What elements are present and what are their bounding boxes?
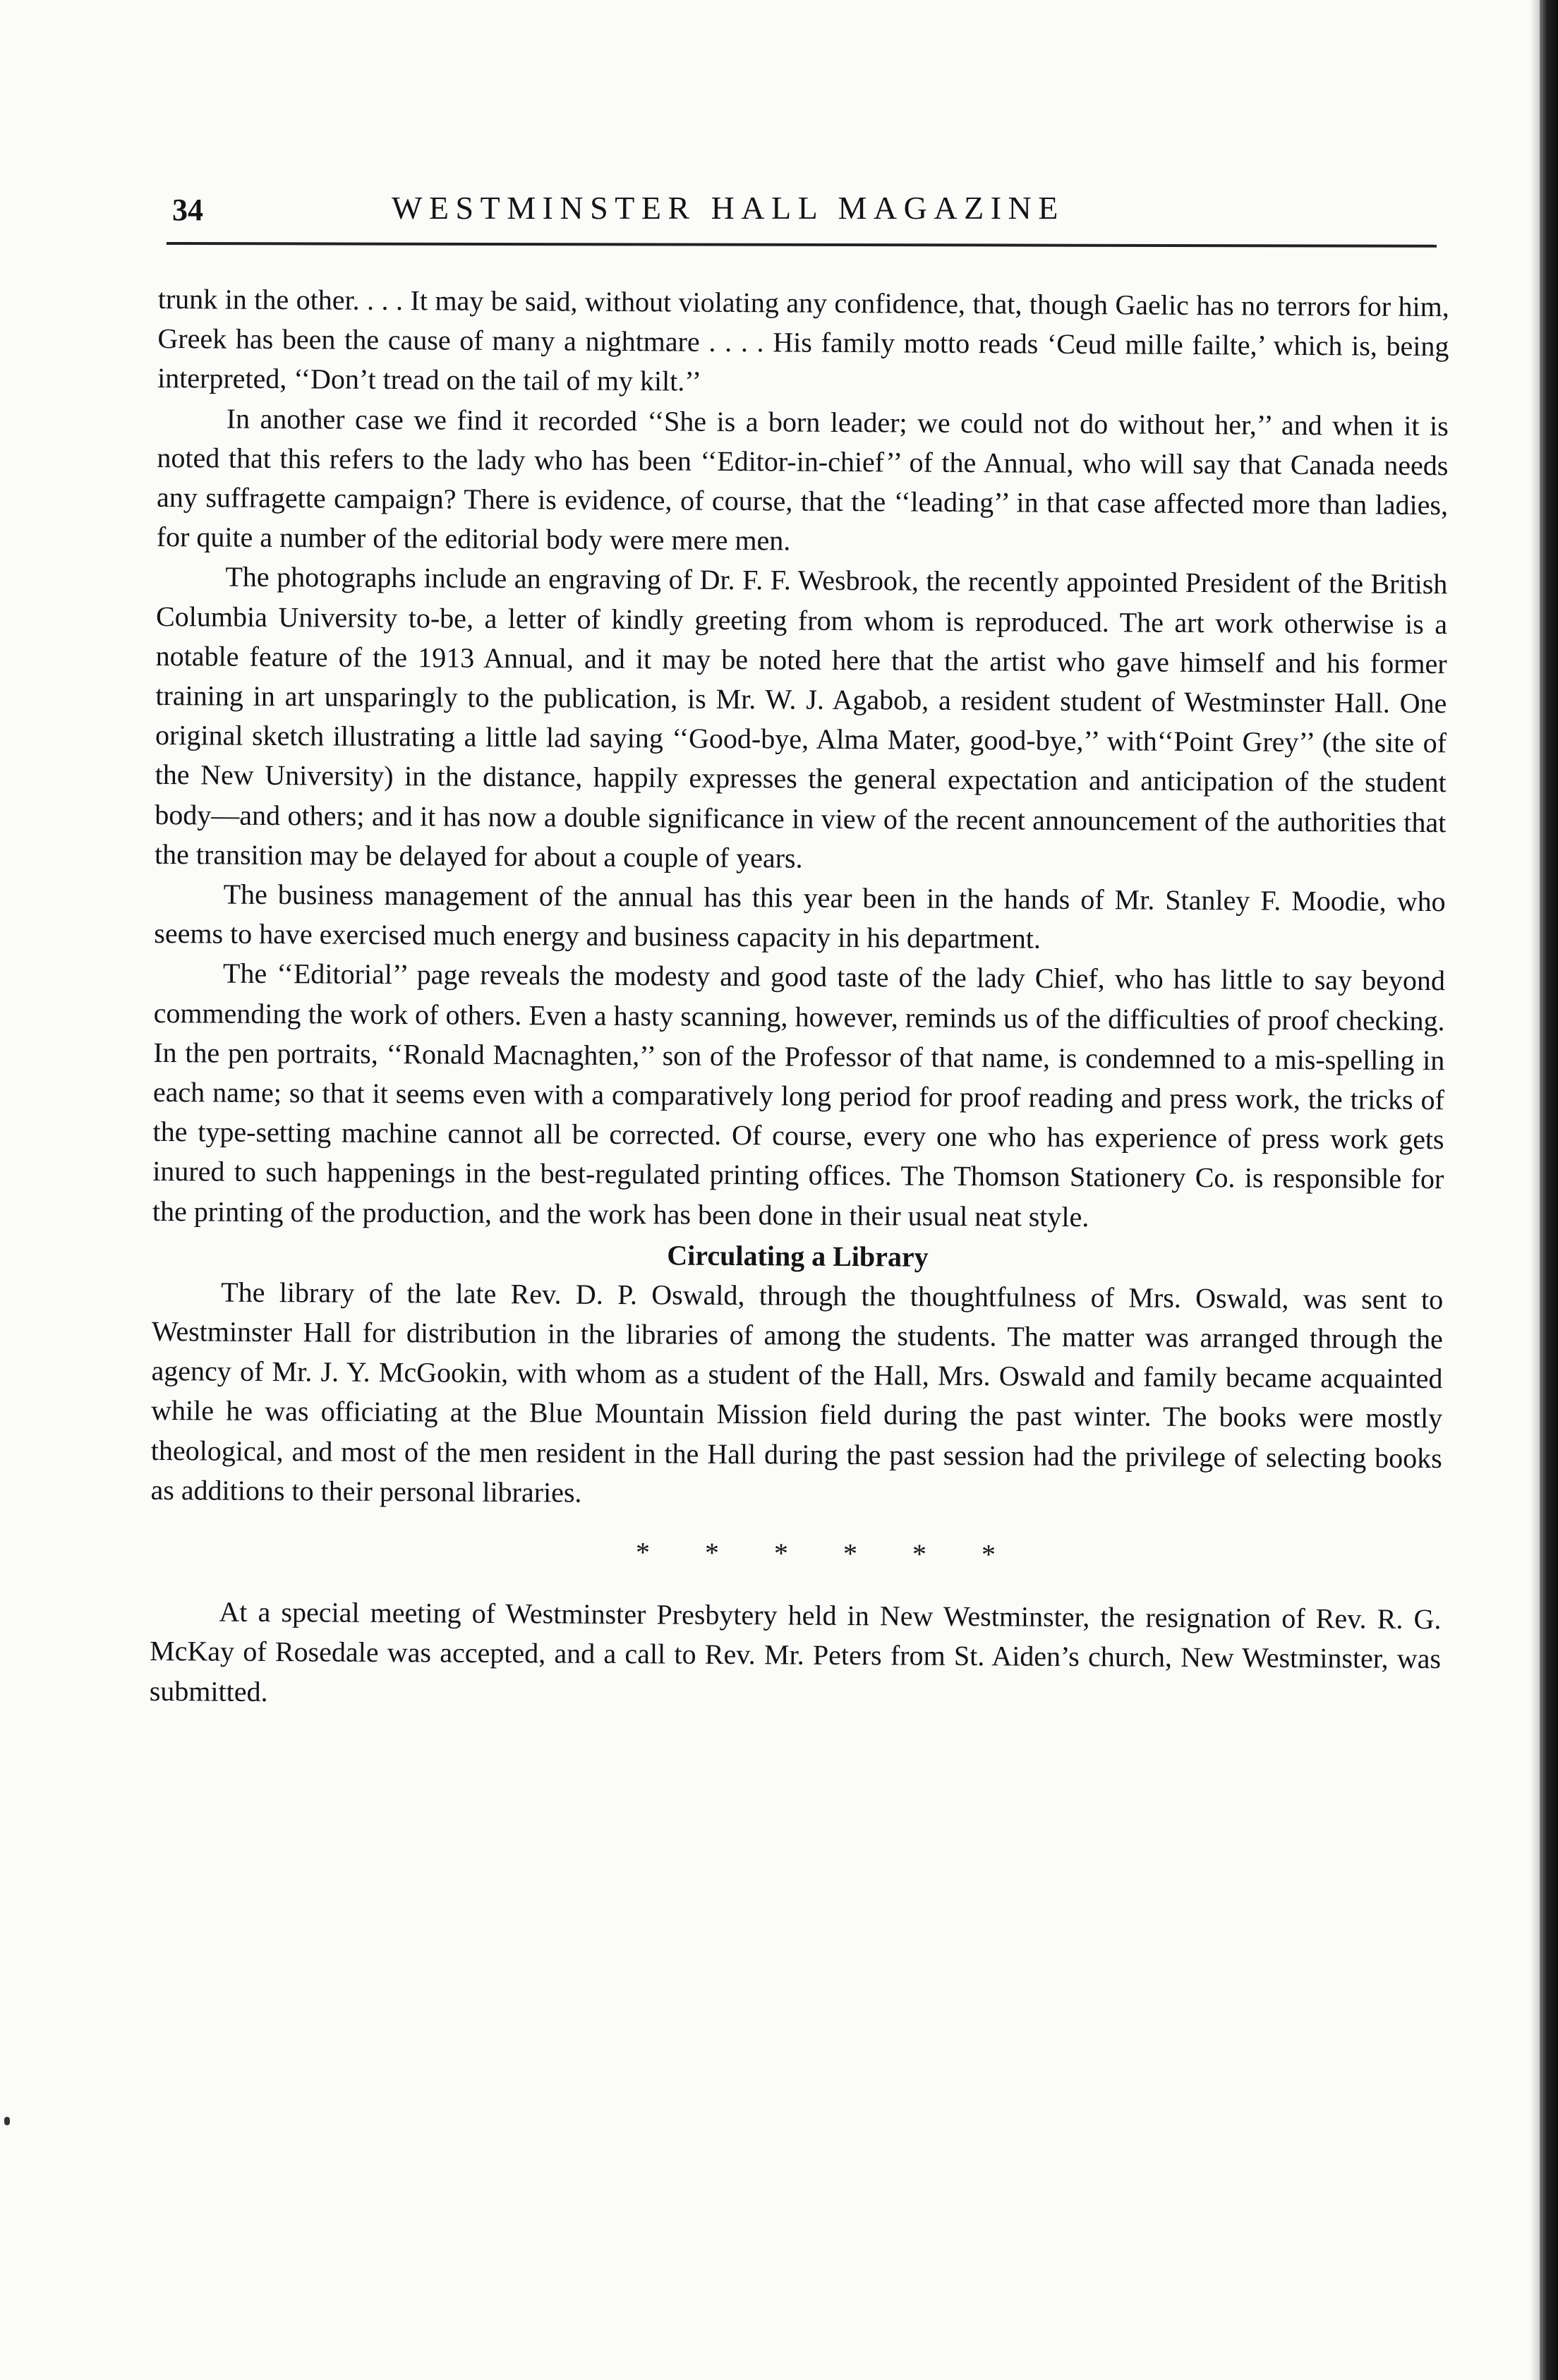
header-rule: [167, 242, 1437, 248]
article-body: [150, 279, 1449, 1719]
page-number: 34: [172, 193, 203, 227]
section-heading: Circulating a Library: [667, 1239, 929, 1273]
section-paragraph: The library of the late Rev. D. P. Oswald, through the thoughtfulness of Mrs. Oswald, was sent to Westminster Hall for distribution in the libraries of among the students. The matter was arranged through the agency of Mr. J. Y. McGookin, with whom as a student of the Hall, Mrs. Oswald and family became acquainted while he was officiating at the Blue Mountain Mission field during the past winter. The books were mostly theological, and most of the men resident in the Hall during the past session had the privilege of selecting books as additions to their personal libraries.: [150, 1276, 1444, 1509]
paragraph: In another case we find it recorded ‘‘She is a born leader; we could not do without her,’’ and when it is noted that this refers to the lady who has been ‘‘Editor-in-chief’’ of the Annual, who will say that Canada needs any suffragette campaign? There is evidence, of course, that the ‘‘leading’’ in that case affected more than ladies, for quite a number of the editorial body were mere men.: [156, 402, 1449, 557]
paragraph-continued: trunk in the other. . . . It may be said, without violating any confidence, that, though Gaelic has no terrors for him, Greek has been the cause of many a nightmare . . . . His family motto reads ‘Ceud mille failte,’ which is, being interpreted, ‘‘Don’t tread on the tail of my kilt.’’: [157, 282, 1449, 398]
closing-paragraph: At a special meeting of Westminster Presbytery held in New Westminster, the resignation of Rev. R. G. McKay of Rosedale was accepted, and a call to Rev. Mr. Peters from St. Aiden’s church, New Westminster, was submitted.: [149, 1595, 1442, 1708]
paragraph: The photographs include an engraving of Dr. F. F. Wesbrook, the recently appointed President of the British Columbia University to-be, a letter of kindly greeting from whom is reproduced. The art work otherwise is a notable feature of the 1913 Annual, and it may be noted here that the artist who gave himself and his former training in art unsparingly to the publication, is Mr. W. J. Agabob, a resident student of Westminster Hall. One original sketch illustrating a little lad saying ‘‘Good-bye, Alma Mater, good-bye,’’ with‘‘Point Grey’’ (the site of the New University) in the distance, happily expresses the general expectation and anticipation of the student body—and others; and it has now a double significance in view of the recent announcement of the authorities that the transition may be delayed for about a couple of years.: [154, 561, 1448, 874]
section-separator: * * * * * *: [635, 1536, 1020, 1571]
running-head: WESTMINSTER HALL MAGAZINE: [392, 190, 1065, 226]
paragraph: The business management of the annual has this year been in the hands of Mr. Stanley F. Moodie, who seems to have exercised much energy and business capacity in his department.: [154, 878, 1446, 955]
scan-edge: [1540, 0, 1558, 2380]
ink-mark: [4, 2117, 10, 2125]
paragraph: The ‘‘Editorial’’ page reveals the modesty and good taste of the lady Chief, who has little to say beyond commending the work of others. Even a hasty scanning, however, reminds us of the difficulties of proof checking. In the pen portraits, ‘‘Ronald Macnaghten,’’ son of the Professor of that name, is condemned to a mis-spelling in each name; so that it seems even with a comparatively long period for proof reading and press work, the tricks of the type-setting machine cannot all be corrected. Of course, every one who has experience of press work gets inured to such happenings in the best-regulated printing offices. The Thomson Stationery Co. is responsible for the printing of the production, and the work has been done in their usual neat style.: [152, 958, 1446, 1233]
scan-shadow: [1530, 0, 1540, 2380]
